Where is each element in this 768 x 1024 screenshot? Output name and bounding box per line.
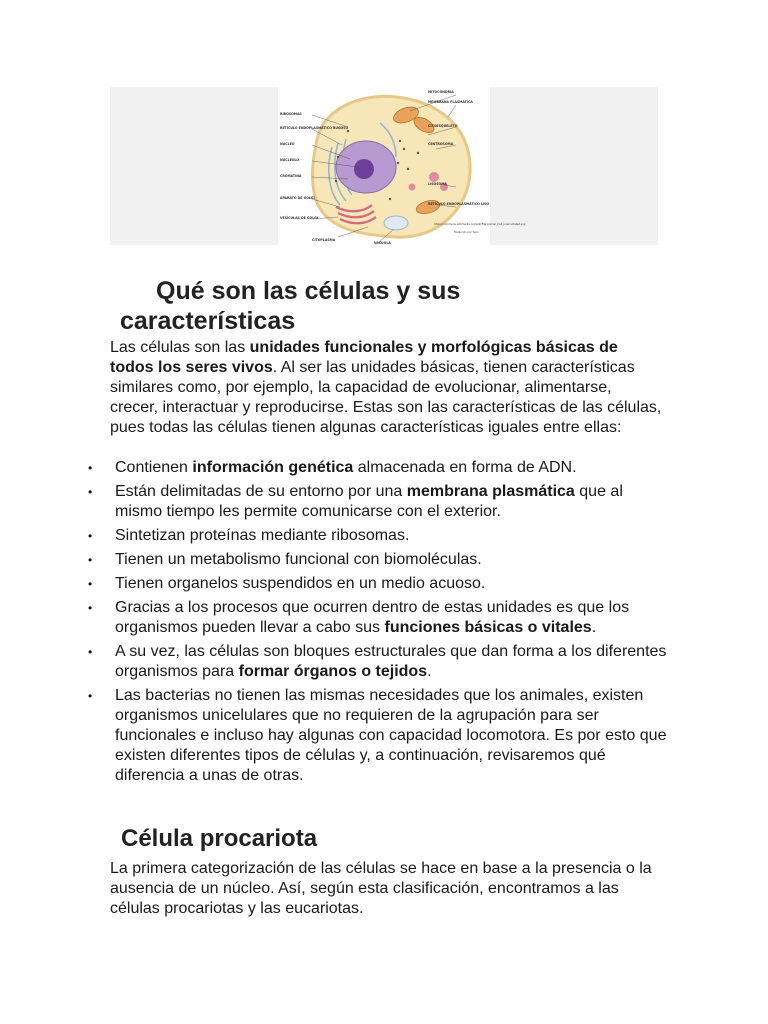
label-nucleolo: NUCLEOLO xyxy=(280,158,300,162)
list-item-text: Gracias a los procesos que ocurren dentro de estas unidades es que los organismos pueden llevar a cabo sus xyxy=(115,599,630,636)
bullet-icon: • xyxy=(88,689,93,703)
list-item xyxy=(88,642,668,682)
label-reticulo-liso: RETÍCULO ENDOPLASMÁTICO LISO xyxy=(428,202,490,206)
list-item xyxy=(88,526,668,546)
figure-credit: Traducido por Yuzu xyxy=(454,231,479,234)
bullet-icon: • xyxy=(88,577,93,591)
label-vacuola: VACUOLA xyxy=(374,241,391,245)
list-item-text: A su vez, las células son bloques estructurales que dan forma a los diferentes organismos para xyxy=(115,643,667,680)
page-title xyxy=(120,276,640,336)
list-item-text: Están delimitadas de su entorno por una xyxy=(115,483,407,500)
list-item xyxy=(88,574,668,594)
list-item-text: Tienen organelos suspendidos en un medio acuoso. xyxy=(115,575,486,592)
page-title-line-2: características xyxy=(120,307,296,335)
list-item-text: . xyxy=(591,619,597,636)
list-item xyxy=(88,686,668,786)
label-ribosomas: RIBOSOMAS xyxy=(280,112,302,116)
bullet-icon: • xyxy=(88,485,93,499)
label-mitocondria: MITOCONDRIA xyxy=(428,90,454,94)
list-item-text: que al mismo tiempo les permite comunicarse con el exterior. xyxy=(115,483,623,520)
list-item-text: Sintetizan proteínas mediante ribosomas. xyxy=(115,527,410,544)
intro-text-1: Las células son las xyxy=(110,339,250,356)
list-item xyxy=(88,458,668,478)
nucleolus xyxy=(354,159,374,179)
label-cromatina: CROMATINA xyxy=(280,174,302,178)
figure-source: https://commons.wikimedia.org/wiki/File:Animal_Cell_unannotated.svg xyxy=(434,223,526,226)
bullet-icon: • xyxy=(88,461,93,475)
intro-paragraph xyxy=(110,338,662,438)
list-item-bold: información genética xyxy=(192,459,354,476)
label-reticulo-rugoso: RETÍCULO ENDOPLASMÁTICO RUGOSO xyxy=(280,126,349,130)
list-item xyxy=(88,598,668,638)
cell-diagram-illustration xyxy=(278,87,526,245)
label-nucleo: NÚCLEO xyxy=(280,142,295,146)
intro-text-2: . Al ser las unidades básicas, tienen características similares como, por ejemplo, la capacidad de evolucionar, alimentarse, crecer, interactuar y reproducirse. Estas son las características de las células, pues todas las células tienen algunas características iguales entre ellas: xyxy=(110,359,662,436)
list-item xyxy=(88,550,668,570)
label-centrosoma: CENTROSOMA xyxy=(428,142,454,146)
list-item-bold: membrana plasmática xyxy=(406,483,575,500)
label-membrana: MEMBRANA PLASMÁTICA xyxy=(428,100,473,104)
label-citoplasma: CITOPLASMA xyxy=(312,238,336,242)
list-item-bold: formar órganos o tejidos xyxy=(238,663,428,680)
bullet-icon: • xyxy=(88,601,93,615)
bullet-icon: • xyxy=(88,553,93,567)
cell-diagram xyxy=(278,87,526,245)
list-item-bold: funciones básicas o vitales xyxy=(384,619,592,636)
page-title-line-1: Qué son las células y sus xyxy=(156,277,461,305)
list-item-text: . xyxy=(427,663,432,680)
intro-bold-1: unidades funcionales y morfológicas básicas de todos los seres vivos xyxy=(110,339,618,376)
bullet-icon: • xyxy=(88,645,93,659)
list-item-text: Contienen xyxy=(115,459,193,476)
vacuole xyxy=(384,216,408,230)
label-citoesqueleto: CITOESQUELETO xyxy=(428,124,458,128)
list-item-text: Las bacterias no tienen las mismas necesidades que los animales, existen organismos unicelulares que no requieren de la agrupación para ser funcionales e incluso hay algunas con capacidad locomotora. Es por esto que existen diferentes tipos de células y, a continuación, revisaremos qué diferencia a unas de otras. xyxy=(115,687,667,784)
label-lisosoma: LISOSOMA xyxy=(428,182,447,186)
characteristics-list xyxy=(88,458,668,790)
list-item-text: almacenada en forma de ADN. xyxy=(353,459,577,476)
closing-paragraph: La primera categorización de las células se hace en base a la presencia o la ausencia de un núcleo. Así, según esta clasificación, encontramos a las células procariotas y las eucariotas. xyxy=(110,860,652,917)
section-heading: Célula procariota xyxy=(121,825,318,852)
list-item xyxy=(88,482,668,522)
label-golgi: APARATO DE GOLGI xyxy=(280,196,315,200)
list-item-text: Tienen un metabolismo funcional con biomoléculas. xyxy=(115,551,482,568)
bullet-icon: • xyxy=(88,529,93,543)
label-vesiculas: VESÍCULAS DE GOLGI xyxy=(280,216,319,220)
